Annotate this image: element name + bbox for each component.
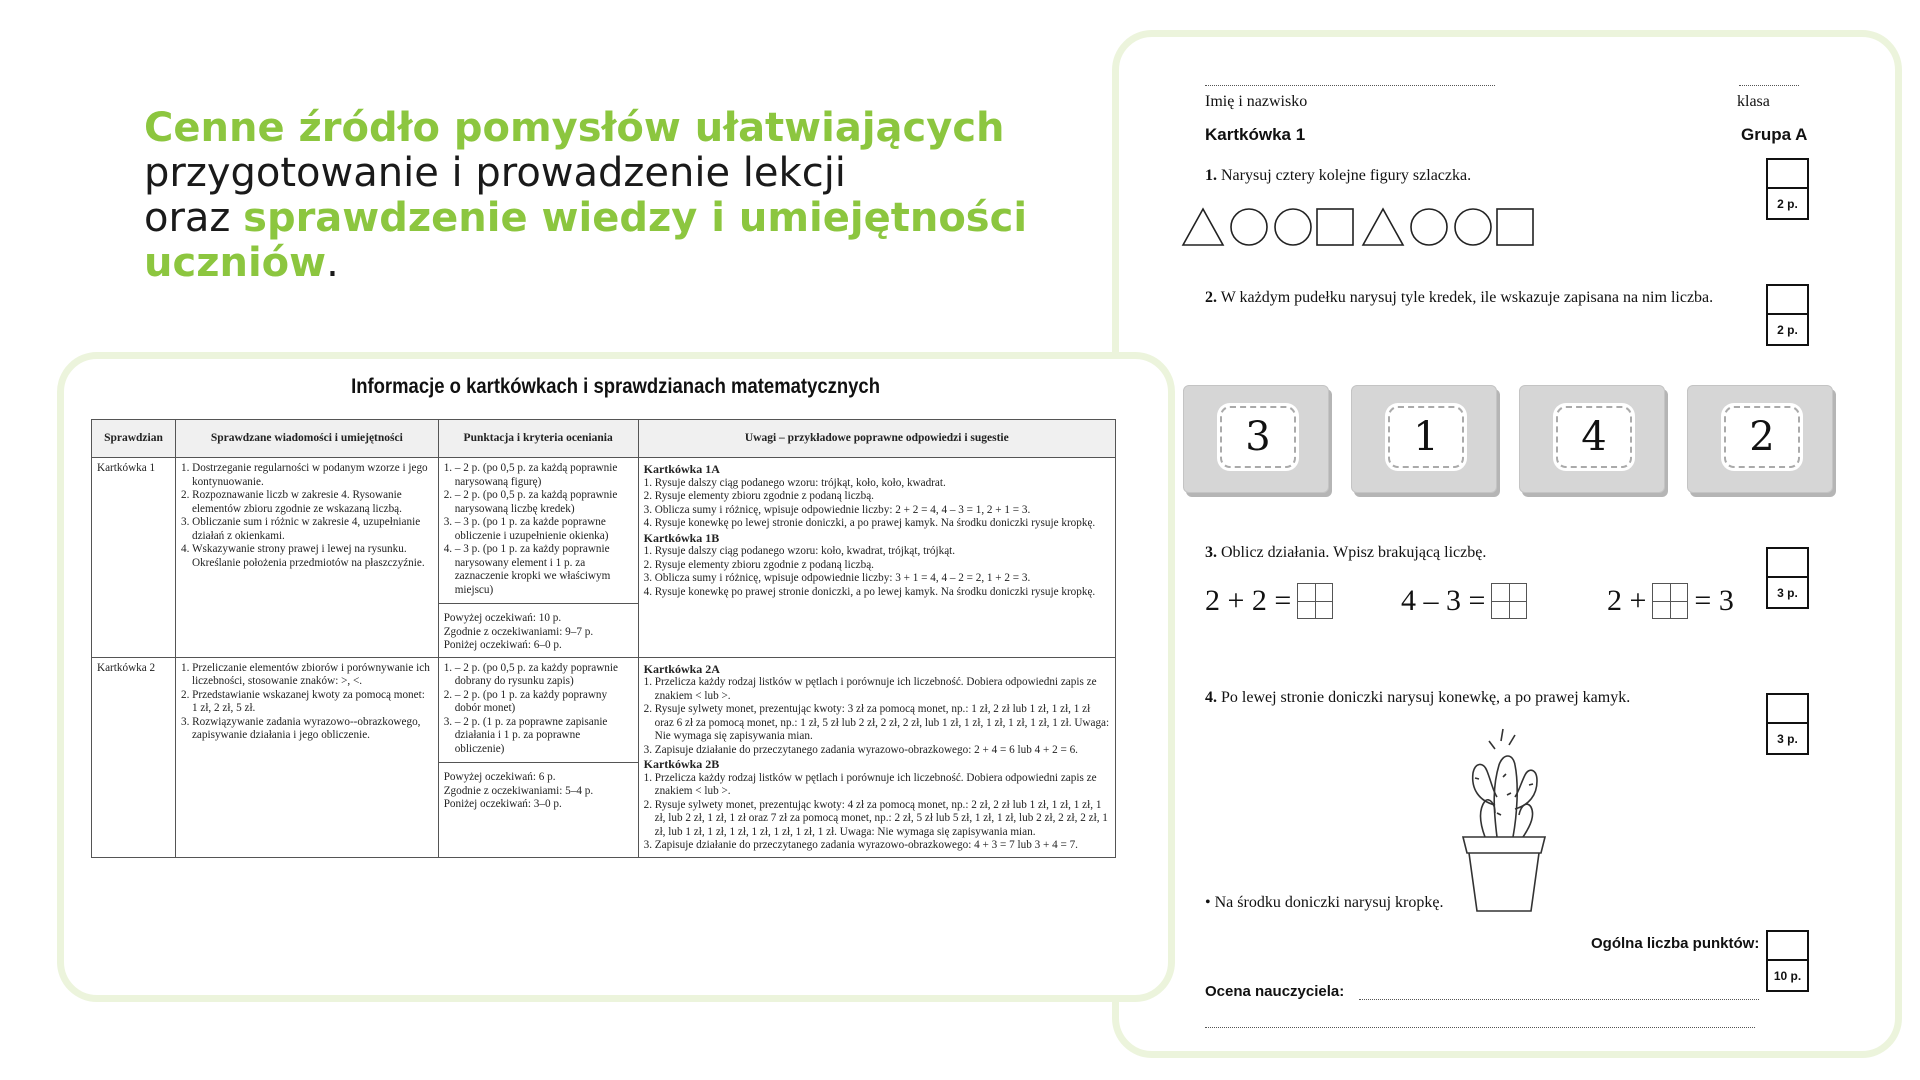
info-title [64, 375, 1168, 399]
total-score-box[interactable] [1766, 930, 1809, 992]
grade-line: Zgodnie z oczekiwaniami: 5–4 p. [443, 784, 594, 797]
list-item: 4. – 3 p. (po 1 p. za każdy poprawnie narysowany element i 1 p. za zaznaczenie kropki we właściwym miejscu) [443, 543, 611, 596]
list-item: 2. Rozpoznawanie liczb w zakresie 4. Rysowanie elementów zbioru zgodnie ze wskazaną liczbą. [180, 489, 402, 515]
crayon-box-number: 3 [1220, 406, 1296, 468]
headline-text-2: oraz [144, 195, 244, 241]
pattern-shapes [1179, 205, 1559, 249]
total-points-label: Ogólna liczba punktów: [1591, 935, 1760, 952]
list-item: 2. Rysuje sylwety monet, prezentując kwoty: 3 zł za pomocą monet, np.: 1 zł, 2 zł lub 1 zł, 1 zł, 1 zł oraz 6 zł za pomocą monet, np.: 1 zł, 5 zł lub 2 zł, 2 zł, 2 zł, lub 1 zł, 1 zł, 1 zł, 1 zł, 1 zł, 1 zł. Uwaga: Nie wymaga się zapisywania mian. [643, 703, 1110, 742]
list-item: 1. Rysuje dalszy ciąg podanego wzoru: trójkąt, koło, koło, kwadrat. [643, 476, 946, 489]
list-item: 3. Zapisuje działanie do przeczytanego zadania wyrazowo-obrazkowego: 4 + 3 = 7 lub 3 + 4 = 7. [643, 839, 1078, 851]
table-cell-points [438, 458, 638, 658]
column-header: Sprawdzian [92, 420, 176, 458]
worksheet-card [1112, 30, 1902, 1058]
list-item: 1. – 2 p. (po 0,5 p. za każdą poprawnie narysowaną figurę) [443, 462, 618, 488]
table-cell-name: Kartkówka 1 [92, 458, 176, 658]
list-item: 2. – 2 p. (po 1 p. za każdy poprawny dobór monet) [443, 688, 608, 714]
headline [144, 106, 1044, 286]
list-item: 2. Rysuje elementy zbioru zgodnie z podaną liczbą. [643, 490, 874, 502]
list-item: 3. Zapisuje działanie do przeczytanego zadania wyrazowo-obrazkowego: 2 + 4 = 6 lub 4 + 2 = 6. [643, 743, 1078, 756]
circle-shape [1411, 209, 1447, 245]
list-item: 3. – 2 p. (1 p. za poprawne zapisanie działania i 1 p. za poprawne obliczenie) [443, 715, 608, 755]
worksheet-group: Grupa A [1741, 125, 1808, 144]
class-label: klasa [1737, 93, 1770, 110]
column-header: Uwagi – przykładowe poprawne odpowiedzi i sugestie [638, 420, 1115, 458]
list-item: 2. – 2 p. (po 0,5 p. za każdą poprawnie narysowaną liczbę kredek) [443, 489, 618, 515]
task-1-points: 2 p. [1777, 196, 1798, 211]
equation-2 [1401, 583, 1533, 619]
equation-3 [1607, 583, 1734, 619]
table-cell-skills [175, 458, 438, 658]
grade-line: Powyżej oczekiwań: 10 p. [443, 612, 562, 624]
worksheet [1119, 37, 1895, 1051]
list-item: 3. Rozwiązywanie zadania wyrazowo--obrazkowego, zapisywanie działania i jego obliczenie. [180, 715, 421, 741]
list-item: 1. Przeliczanie elementów zbiorów i porównywanie ich liczebności, stosowanie znaków: >, <. [180, 661, 430, 687]
headline-highlight-1: Cenne źródło pomysłów ułatwiających [144, 105, 1005, 151]
task-3-points: 3 p. [1777, 585, 1798, 600]
list-item: 2. Rysuje sylwety monet, prezentując kwoty: 4 zł za pomocą monet, np.: 2 zł, 2 zł lub 1 zł, 1 zł, 1 zł, 1 zł, lub 2 zł, 1 zł, 1 zł oraz 7 zł za pomocą monet, np.: 2 zł, 5 zł lub 5 zł, 1 zł, 1 zł, lub 2 zł, 2 zł, 2 zł, 1 zł, lub 1 zł, 1 zł, 1 zł, 1 zł, 1 zł, 1 zł, 1 zł. Uwaga: Nie wymaga się zapisywania mian. [643, 798, 1108, 838]
task-1 [1205, 165, 1765, 187]
table-row [92, 657, 1116, 857]
total-points: 10 p. [1773, 968, 1802, 983]
headline-period: . [326, 240, 339, 286]
list-item: 4. Rysuje konewkę po lewej stronie doniczki, a po prawej kamyk. Na środku doniczki rysuje kropkę. [643, 517, 1096, 529]
answer-box[interactable] [1491, 583, 1527, 619]
teacher-grade-line[interactable] [1359, 999, 1759, 1000]
crayon-box-number: 1 [1388, 406, 1464, 468]
crayon-box[interactable] [1687, 385, 1833, 493]
table-cell-notes [638, 657, 1115, 857]
task-2-number: 2. [1205, 289, 1217, 306]
square-shape [1317, 209, 1353, 245]
headline-highlight-3: uczniów [144, 240, 327, 286]
equation-3-left: 2 + [1607, 584, 1647, 617]
grade-line: Poniżej oczekiwań: 3–0 p. [443, 798, 562, 810]
list-item: 3. Obliczanie sum i różnic w zakresie 4, uzupełnianie działań z okienkami. [180, 516, 421, 542]
task-3 [1205, 542, 1745, 564]
triangle-shape [1183, 209, 1223, 245]
crayon-box[interactable] [1519, 385, 1665, 493]
equation-1-text: 2 + 2 = [1205, 584, 1292, 617]
equation-2-text: 4 – 3 = [1401, 584, 1486, 617]
equation-3-right: = 3 [1694, 584, 1734, 617]
bottom-dotted-line [1205, 1027, 1755, 1028]
answer-box[interactable] [1652, 583, 1688, 619]
circle-shape [1275, 209, 1311, 245]
equation-1 [1205, 583, 1339, 619]
list-item: 1. Przelicza każdy rodzaj listków w pętlach i porównuje ich liczebność. Dobiera odpowiedni zapis ze znakiem < lub >. [643, 676, 1097, 702]
notes-subheading: Kartkówka 1B [643, 530, 720, 545]
task-2-text: W każdym pudełku narysuj tyle kredek, ile wskazuje zapisana na nim liczba. [1220, 289, 1714, 306]
table-cell-name: Kartkówka 2 [92, 657, 176, 857]
cactus-pot-illustration [1449, 725, 1559, 915]
name-dotted-line [1205, 85, 1495, 86]
list-item: 2. Przedstawianie wskazanej kwoty za pomocą monet: 1 zł, 2 zł, 5 zł. [180, 688, 425, 714]
task-3-score-box[interactable] [1766, 547, 1809, 609]
task-2-points: 2 p. [1777, 322, 1798, 337]
grade-line: Zgodnie z oczekiwaniami: 9–7 p. [443, 625, 594, 638]
info-card [57, 352, 1175, 1002]
task-4-bullet: • Na środku doniczki narysuj kropkę. [1205, 894, 1444, 911]
task-2 [1205, 287, 1715, 309]
circle-shape [1455, 209, 1491, 245]
task-2-score-box[interactable] [1766, 284, 1809, 346]
task-3-text: Oblicz działania. Wpisz brakującą liczbę. [1221, 544, 1487, 561]
task-4-score-box[interactable] [1766, 693, 1809, 755]
worksheet-title: Kartkówka 1 [1205, 125, 1306, 144]
list-item: 1. Przelicza każdy rodzaj listków w pętlach i porównuje ich liczebność. Dobiera odpowiedni zapis ze znakiem < lub >. [643, 771, 1097, 797]
list-item: 4. Rysuje konewkę po prawej stronie doniczki, a po lewej kamyk. Na środku doniczki rysuje kropkę. [643, 585, 1096, 598]
square-shape [1497, 209, 1533, 245]
task-4 [1205, 687, 1745, 709]
task-4-text: Po lewej stronie doniczki narysuj konewkę, a po prawej kamyk. [1221, 689, 1631, 706]
table-cell-skills [175, 657, 438, 857]
info-title-text: Informacje o kartkówkach i sprawdzianach matematycznych [351, 375, 881, 398]
headline-text-1: przygotowanie i prowadzenie lekcji [144, 150, 846, 196]
list-item: 3. Oblicza sumy i różnicę, wpisuje odpowiednie liczby: 3 + 1 = 4, 4 – 2 = 2, 1 + 2 = 3. [643, 572, 1031, 584]
crayon-box[interactable] [1183, 385, 1329, 493]
info-table [91, 419, 1116, 858]
name-label: Imię i nazwisko [1205, 93, 1308, 110]
notes-subheading: Kartkówka 2B [643, 757, 720, 771]
task-1-score-box[interactable] [1766, 158, 1809, 220]
table-header-row [92, 420, 1116, 458]
table-cell-points [438, 657, 638, 857]
list-item: 1. Rysuje dalszy ciąg podanego wzoru: koło, kwadrat, trójkąt, trójkąt. [643, 545, 956, 557]
circle-shape [1231, 209, 1267, 245]
crayon-box-number: 2 [1724, 406, 1800, 468]
crayon-box[interactable] [1351, 385, 1497, 493]
column-header: Punktacja i kryteria oceniania [438, 420, 638, 458]
notes-subheading: Kartkówka 1A [643, 462, 720, 476]
answer-box[interactable] [1297, 583, 1333, 619]
list-item: 3. Oblicza sumy i różnicę, wpisuje odpowiednie liczby: 2 + 2 = 4, 4 – 3 = 1, 2 + 1 = 3. [643, 503, 1031, 516]
table-row [92, 458, 1116, 658]
class-dotted-line [1739, 85, 1799, 86]
grade-line: Poniżej oczekiwań: 6–0 p. [443, 639, 562, 651]
teacher-grade-label: Ocena nauczyciela: [1205, 983, 1345, 1000]
task-1-text: Narysuj cztery kolejne figury szlaczka. [1221, 167, 1472, 184]
list-item: 1. Dostrzeganie regularności w podanym wzorze i jego kontynuowanie. [180, 462, 428, 488]
list-item: 2. Rysuje elementy zbioru zgodnie z podaną liczbą. [643, 558, 874, 571]
task-4-number: 4. [1205, 689, 1217, 706]
grade-line: Powyżej oczekiwań: 6 p. [443, 771, 556, 783]
list-item: 1. – 2 p. (po 0,5 p. za każdy poprawnie dobrany do rysunku zapis) [443, 661, 618, 687]
list-item: 4. Wskazywanie strony prawej i lewej na rysunku. Określanie położenia przedmiotów na płaszczyźnie. [180, 543, 425, 569]
crayon-box-number: 4 [1556, 406, 1632, 468]
table-cell-notes [638, 458, 1115, 658]
task-4-points: 3 p. [1777, 731, 1798, 746]
notes-subheading: Kartkówka 2A [643, 661, 720, 676]
headline-highlight-2: sprawdzenie wiedzy i umiejętności [243, 195, 1028, 241]
triangle-shape [1363, 209, 1403, 245]
column-header: Sprawdzane wiadomości i umiejętności [175, 420, 438, 458]
task-3-number: 3. [1205, 544, 1217, 561]
task-1-number: 1. [1205, 167, 1217, 184]
list-item: 3. – 3 p. (po 1 p. za każde poprawne obliczenie i uzupełnienie okienka) [443, 516, 609, 542]
